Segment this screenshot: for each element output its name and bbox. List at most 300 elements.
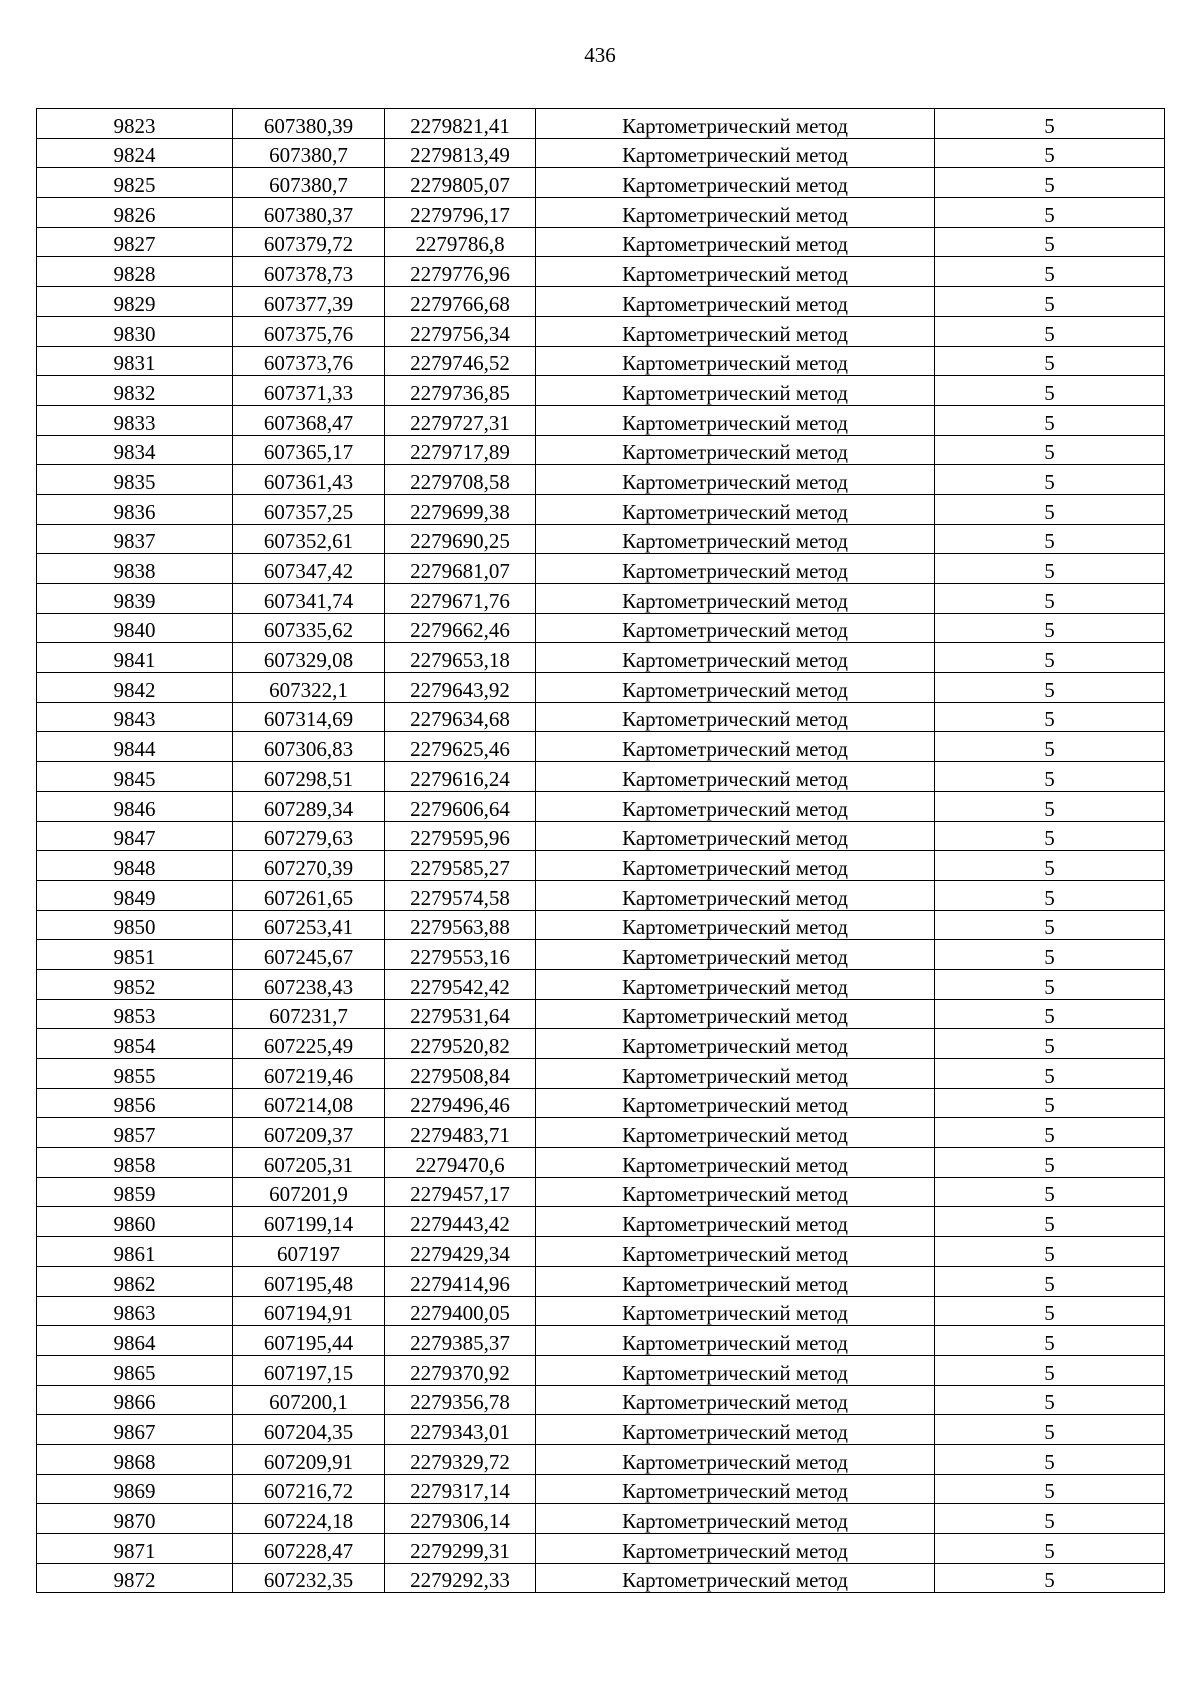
y-coordinate-cell: 2279429,34	[385, 1237, 536, 1267]
y-coordinate-cell: 2279805,07	[385, 168, 536, 198]
table-row	[37, 732, 1165, 762]
point-number-cell: 9867	[37, 1415, 233, 1445]
x-coordinate-cell: 607228,47	[233, 1534, 385, 1564]
table-row	[37, 227, 1165, 257]
method-cell: Картометрический метод	[536, 762, 935, 792]
accuracy-cell: 5	[935, 168, 1165, 198]
method-cell: Картометрический метод	[536, 1177, 935, 1207]
table-row	[37, 1059, 1165, 1089]
x-coordinate-cell: 607205,31	[233, 1148, 385, 1178]
accuracy-cell: 5	[935, 673, 1165, 703]
table-row	[37, 524, 1165, 554]
method-cell: Картометрический метод	[536, 346, 935, 376]
accuracy-cell: 5	[935, 465, 1165, 495]
y-coordinate-cell: 2279616,24	[385, 762, 536, 792]
point-number-cell: 9823	[37, 109, 233, 139]
method-cell: Картометрический метод	[536, 198, 935, 228]
point-number-cell: 9826	[37, 198, 233, 228]
y-coordinate-cell: 2279625,46	[385, 732, 536, 762]
accuracy-cell: 5	[935, 376, 1165, 406]
y-coordinate-cell: 2279717,89	[385, 435, 536, 465]
accuracy-cell: 5	[935, 999, 1165, 1029]
method-cell: Картометрический метод	[536, 1355, 935, 1385]
accuracy-cell: 5	[935, 1355, 1165, 1385]
point-number-cell: 9864	[37, 1326, 233, 1356]
x-coordinate-cell: 607365,17	[233, 435, 385, 465]
table-row	[37, 494, 1165, 524]
accuracy-cell: 5	[935, 940, 1165, 970]
point-number-cell: 9830	[37, 316, 233, 346]
table-row	[37, 762, 1165, 792]
accuracy-cell: 5	[935, 702, 1165, 732]
table-body	[37, 109, 1165, 1593]
y-coordinate-cell: 2279776,96	[385, 257, 536, 287]
method-cell: Картометрический метод	[536, 1296, 935, 1326]
method-cell: Картометрический метод	[536, 791, 935, 821]
table-row	[37, 1534, 1165, 1564]
y-coordinate-cell: 2279681,07	[385, 554, 536, 584]
method-cell: Картометрический метод	[536, 1266, 935, 1296]
accuracy-cell: 5	[935, 1118, 1165, 1148]
y-coordinate-cell: 2279553,16	[385, 940, 536, 970]
x-coordinate-cell: 607322,1	[233, 673, 385, 703]
y-coordinate-cell: 2279292,33	[385, 1563, 536, 1593]
table-row	[37, 910, 1165, 940]
y-coordinate-cell: 2279585,27	[385, 851, 536, 881]
accuracy-cell: 5	[935, 1177, 1165, 1207]
accuracy-cell: 5	[935, 1266, 1165, 1296]
table-row	[37, 1088, 1165, 1118]
table-row	[37, 198, 1165, 228]
method-cell: Картометрический метод	[536, 524, 935, 554]
table-row	[37, 1563, 1165, 1593]
accuracy-cell: 5	[935, 198, 1165, 228]
x-coordinate-cell: 607224,18	[233, 1504, 385, 1534]
table-row	[37, 851, 1165, 881]
point-number-cell: 9868	[37, 1444, 233, 1474]
x-coordinate-cell: 607225,49	[233, 1029, 385, 1059]
accuracy-cell: 5	[935, 227, 1165, 257]
x-coordinate-cell: 607195,48	[233, 1266, 385, 1296]
x-coordinate-cell: 607270,39	[233, 851, 385, 881]
x-coordinate-cell: 607380,39	[233, 109, 385, 139]
table-row	[37, 1296, 1165, 1326]
point-number-cell: 9851	[37, 940, 233, 970]
method-cell: Картометрический метод	[536, 1504, 935, 1534]
x-coordinate-cell: 607375,76	[233, 316, 385, 346]
point-number-cell: 9853	[37, 999, 233, 1029]
table-row	[37, 465, 1165, 495]
accuracy-cell: 5	[935, 1504, 1165, 1534]
method-cell: Картометрический метод	[536, 376, 935, 406]
point-number-cell: 9824	[37, 138, 233, 168]
x-coordinate-cell: 607209,37	[233, 1118, 385, 1148]
point-number-cell: 9831	[37, 346, 233, 376]
y-coordinate-cell: 2279370,92	[385, 1355, 536, 1385]
point-number-cell: 9856	[37, 1088, 233, 1118]
method-cell: Картометрический метод	[536, 465, 935, 495]
y-coordinate-cell: 2279690,25	[385, 524, 536, 554]
accuracy-cell: 5	[935, 257, 1165, 287]
table-row	[37, 1504, 1165, 1534]
point-number-cell: 9861	[37, 1237, 233, 1267]
method-cell: Картометрический метод	[536, 1474, 935, 1504]
method-cell: Картометрический метод	[536, 940, 935, 970]
method-cell: Картометрический метод	[536, 969, 935, 999]
y-coordinate-cell: 2279414,96	[385, 1266, 536, 1296]
accuracy-cell: 5	[935, 791, 1165, 821]
point-number-cell: 9840	[37, 613, 233, 643]
table-row	[37, 702, 1165, 732]
table-row	[37, 554, 1165, 584]
accuracy-cell: 5	[935, 1029, 1165, 1059]
point-number-cell: 9832	[37, 376, 233, 406]
y-coordinate-cell: 2279796,17	[385, 198, 536, 228]
x-coordinate-cell: 607379,72	[233, 227, 385, 257]
accuracy-cell: 5	[935, 1088, 1165, 1118]
accuracy-cell: 5	[935, 1207, 1165, 1237]
method-cell: Картометрический метод	[536, 910, 935, 940]
method-cell: Картометрический метод	[536, 1059, 935, 1089]
x-coordinate-cell: 607377,39	[233, 287, 385, 317]
y-coordinate-cell: 2279813,49	[385, 138, 536, 168]
method-cell: Картометрический метод	[536, 494, 935, 524]
accuracy-cell: 5	[935, 762, 1165, 792]
x-coordinate-cell: 607199,14	[233, 1207, 385, 1237]
x-coordinate-cell: 607347,42	[233, 554, 385, 584]
x-coordinate-cell: 607378,73	[233, 257, 385, 287]
x-coordinate-cell: 607216,72	[233, 1474, 385, 1504]
point-number-cell: 9854	[37, 1029, 233, 1059]
y-coordinate-cell: 2279699,38	[385, 494, 536, 524]
x-coordinate-cell: 607214,08	[233, 1088, 385, 1118]
x-coordinate-cell: 607195,44	[233, 1326, 385, 1356]
method-cell: Картометрический метод	[536, 1563, 935, 1593]
point-number-cell: 9870	[37, 1504, 233, 1534]
accuracy-cell: 5	[935, 1385, 1165, 1415]
method-cell: Картометрический метод	[536, 1029, 935, 1059]
table-row	[37, 1415, 1165, 1445]
point-number-cell: 9828	[37, 257, 233, 287]
x-coordinate-cell: 607201,9	[233, 1177, 385, 1207]
accuracy-cell: 5	[935, 910, 1165, 940]
table-row	[37, 999, 1165, 1029]
y-coordinate-cell: 2279470,6	[385, 1148, 536, 1178]
point-number-cell: 9859	[37, 1177, 233, 1207]
method-cell: Картометрический метод	[536, 880, 935, 910]
point-number-cell: 9860	[37, 1207, 233, 1237]
coordinates-table	[36, 108, 1165, 1593]
x-coordinate-cell: 607253,41	[233, 910, 385, 940]
accuracy-cell: 5	[935, 1563, 1165, 1593]
accuracy-cell: 5	[935, 1326, 1165, 1356]
accuracy-cell: 5	[935, 1444, 1165, 1474]
point-number-cell: 9865	[37, 1355, 233, 1385]
x-coordinate-cell: 607361,43	[233, 465, 385, 495]
table-row	[37, 109, 1165, 139]
point-number-cell: 9835	[37, 465, 233, 495]
table-row	[37, 1474, 1165, 1504]
method-cell: Картометрический метод	[536, 999, 935, 1029]
x-coordinate-cell: 607261,65	[233, 880, 385, 910]
y-coordinate-cell: 2279786,8	[385, 227, 536, 257]
table-row	[37, 405, 1165, 435]
point-number-cell: 9850	[37, 910, 233, 940]
method-cell: Картометрический метод	[536, 1148, 935, 1178]
accuracy-cell: 5	[935, 1415, 1165, 1445]
y-coordinate-cell: 2279595,96	[385, 821, 536, 851]
table-row	[37, 1444, 1165, 1474]
accuracy-cell: 5	[935, 138, 1165, 168]
table-row	[37, 1029, 1165, 1059]
point-number-cell: 9866	[37, 1385, 233, 1415]
table-row	[37, 1326, 1165, 1356]
y-coordinate-cell: 2279756,34	[385, 316, 536, 346]
x-coordinate-cell: 607368,47	[233, 405, 385, 435]
point-number-cell: 9833	[37, 405, 233, 435]
y-coordinate-cell: 2279821,41	[385, 109, 536, 139]
x-coordinate-cell: 607352,61	[233, 524, 385, 554]
accuracy-cell: 5	[935, 1534, 1165, 1564]
x-coordinate-cell: 607231,7	[233, 999, 385, 1029]
method-cell: Картометрический метод	[536, 138, 935, 168]
y-coordinate-cell: 2279508,84	[385, 1059, 536, 1089]
method-cell: Картометрический метод	[536, 732, 935, 762]
x-coordinate-cell: 607380,7	[233, 168, 385, 198]
y-coordinate-cell: 2279443,42	[385, 1207, 536, 1237]
point-number-cell: 9844	[37, 732, 233, 762]
accuracy-cell: 5	[935, 346, 1165, 376]
point-number-cell: 9849	[37, 880, 233, 910]
method-cell: Картометрический метод	[536, 1444, 935, 1474]
method-cell: Картометрический метод	[536, 405, 935, 435]
y-coordinate-cell: 2279662,46	[385, 613, 536, 643]
method-cell: Картометрический метод	[536, 227, 935, 257]
x-coordinate-cell: 607232,35	[233, 1563, 385, 1593]
method-cell: Картометрический метод	[536, 1118, 935, 1148]
x-coordinate-cell: 607279,63	[233, 821, 385, 851]
accuracy-cell: 5	[935, 405, 1165, 435]
x-coordinate-cell: 607298,51	[233, 762, 385, 792]
point-number-cell: 9829	[37, 287, 233, 317]
table-row	[37, 346, 1165, 376]
y-coordinate-cell: 2279671,76	[385, 584, 536, 614]
accuracy-cell: 5	[935, 554, 1165, 584]
method-cell: Картометрический метод	[536, 435, 935, 465]
accuracy-cell: 5	[935, 969, 1165, 999]
table-row	[37, 643, 1165, 673]
y-coordinate-cell: 2279766,68	[385, 287, 536, 317]
accuracy-cell: 5	[935, 287, 1165, 317]
y-coordinate-cell: 2279329,72	[385, 1444, 536, 1474]
accuracy-cell: 5	[935, 732, 1165, 762]
point-number-cell: 9841	[37, 643, 233, 673]
table-row	[37, 1237, 1165, 1267]
x-coordinate-cell: 607194,91	[233, 1296, 385, 1326]
method-cell: Картометрический метод	[536, 257, 935, 287]
accuracy-cell: 5	[935, 851, 1165, 881]
accuracy-cell: 5	[935, 1474, 1165, 1504]
y-coordinate-cell: 2279317,14	[385, 1474, 536, 1504]
point-number-cell: 9825	[37, 168, 233, 198]
y-coordinate-cell: 2279496,46	[385, 1088, 536, 1118]
point-number-cell: 9872	[37, 1563, 233, 1593]
accuracy-cell: 5	[935, 1059, 1165, 1089]
point-number-cell: 9839	[37, 584, 233, 614]
method-cell: Картометрический метод	[536, 168, 935, 198]
point-number-cell: 9862	[37, 1266, 233, 1296]
y-coordinate-cell: 2279457,17	[385, 1177, 536, 1207]
table-row	[37, 435, 1165, 465]
table-row	[37, 1266, 1165, 1296]
x-coordinate-cell: 607329,08	[233, 643, 385, 673]
point-number-cell: 9837	[37, 524, 233, 554]
y-coordinate-cell: 2279343,01	[385, 1415, 536, 1445]
y-coordinate-cell: 2279542,42	[385, 969, 536, 999]
table-row	[37, 880, 1165, 910]
point-number-cell: 9845	[37, 762, 233, 792]
x-coordinate-cell: 607219,46	[233, 1059, 385, 1089]
method-cell: Картометрический метод	[536, 702, 935, 732]
point-number-cell: 9827	[37, 227, 233, 257]
method-cell: Картометрический метод	[536, 554, 935, 584]
x-coordinate-cell: 607209,91	[233, 1444, 385, 1474]
table-row	[37, 1177, 1165, 1207]
table-row	[37, 257, 1165, 287]
method-cell: Картометрический метод	[536, 109, 935, 139]
method-cell: Картометрический метод	[536, 643, 935, 673]
y-coordinate-cell: 2279643,92	[385, 673, 536, 703]
x-coordinate-cell: 607197,15	[233, 1355, 385, 1385]
y-coordinate-cell: 2279606,64	[385, 791, 536, 821]
method-cell: Картометрический метод	[536, 1237, 935, 1267]
accuracy-cell: 5	[935, 109, 1165, 139]
point-number-cell: 9847	[37, 821, 233, 851]
y-coordinate-cell: 2279531,64	[385, 999, 536, 1029]
x-coordinate-cell: 607289,34	[233, 791, 385, 821]
x-coordinate-cell: 607245,67	[233, 940, 385, 970]
method-cell: Картометрический метод	[536, 1385, 935, 1415]
table-row	[37, 168, 1165, 198]
y-coordinate-cell: 2279653,18	[385, 643, 536, 673]
point-number-cell: 9834	[37, 435, 233, 465]
y-coordinate-cell: 2279727,31	[385, 405, 536, 435]
point-number-cell: 9843	[37, 702, 233, 732]
x-coordinate-cell: 607306,83	[233, 732, 385, 762]
accuracy-cell: 5	[935, 643, 1165, 673]
y-coordinate-cell: 2279400,05	[385, 1296, 536, 1326]
method-cell: Картометрический метод	[536, 851, 935, 881]
x-coordinate-cell: 607335,62	[233, 613, 385, 643]
y-coordinate-cell: 2279483,71	[385, 1118, 536, 1148]
table-row	[37, 138, 1165, 168]
accuracy-cell: 5	[935, 821, 1165, 851]
y-coordinate-cell: 2279736,85	[385, 376, 536, 406]
method-cell: Картометрический метод	[536, 613, 935, 643]
table-row	[37, 673, 1165, 703]
method-cell: Картометрический метод	[536, 1088, 935, 1118]
method-cell: Картометрический метод	[536, 316, 935, 346]
accuracy-cell: 5	[935, 1148, 1165, 1178]
point-number-cell: 9858	[37, 1148, 233, 1178]
table-row	[37, 1385, 1165, 1415]
accuracy-cell: 5	[935, 316, 1165, 346]
y-coordinate-cell: 2279520,82	[385, 1029, 536, 1059]
accuracy-cell: 5	[935, 435, 1165, 465]
table-row	[37, 1118, 1165, 1148]
x-coordinate-cell: 607204,35	[233, 1415, 385, 1445]
table-row	[37, 1207, 1165, 1237]
x-coordinate-cell: 607341,74	[233, 584, 385, 614]
y-coordinate-cell: 2279746,52	[385, 346, 536, 376]
y-coordinate-cell: 2279634,68	[385, 702, 536, 732]
point-number-cell: 9842	[37, 673, 233, 703]
method-cell: Картометрический метод	[536, 287, 935, 317]
table-row	[37, 821, 1165, 851]
x-coordinate-cell: 607200,1	[233, 1385, 385, 1415]
x-coordinate-cell: 607371,33	[233, 376, 385, 406]
accuracy-cell: 5	[935, 1296, 1165, 1326]
x-coordinate-cell: 607380,37	[233, 198, 385, 228]
x-coordinate-cell: 607380,7	[233, 138, 385, 168]
accuracy-cell: 5	[935, 494, 1165, 524]
y-coordinate-cell: 2279574,58	[385, 880, 536, 910]
y-coordinate-cell: 2279356,78	[385, 1385, 536, 1415]
y-coordinate-cell: 2279385,37	[385, 1326, 536, 1356]
method-cell: Картометрический метод	[536, 584, 935, 614]
method-cell: Картометрический метод	[536, 821, 935, 851]
table-row	[37, 376, 1165, 406]
point-number-cell: 9848	[37, 851, 233, 881]
y-coordinate-cell: 2279708,58	[385, 465, 536, 495]
y-coordinate-cell: 2279299,31	[385, 1534, 536, 1564]
point-number-cell: 9863	[37, 1296, 233, 1326]
method-cell: Картометрический метод	[536, 1534, 935, 1564]
point-number-cell: 9869	[37, 1474, 233, 1504]
point-number-cell: 9852	[37, 969, 233, 999]
point-number-cell: 9871	[37, 1534, 233, 1564]
point-number-cell: 9857	[37, 1118, 233, 1148]
point-number-cell: 9836	[37, 494, 233, 524]
accuracy-cell: 5	[935, 584, 1165, 614]
table-row	[37, 1355, 1165, 1385]
point-number-cell: 9855	[37, 1059, 233, 1089]
method-cell: Картометрический метод	[536, 1326, 935, 1356]
accuracy-cell: 5	[935, 524, 1165, 554]
table-row	[37, 969, 1165, 999]
accuracy-cell: 5	[935, 1237, 1165, 1267]
table-row	[37, 316, 1165, 346]
table-row	[37, 1148, 1165, 1178]
method-cell: Картометрический метод	[536, 673, 935, 703]
table-row	[37, 791, 1165, 821]
table-row	[37, 613, 1165, 643]
accuracy-cell: 5	[935, 880, 1165, 910]
accuracy-cell: 5	[935, 613, 1165, 643]
x-coordinate-cell: 607373,76	[233, 346, 385, 376]
point-number-cell: 9838	[37, 554, 233, 584]
x-coordinate-cell: 607238,43	[233, 969, 385, 999]
y-coordinate-cell: 2279306,14	[385, 1504, 536, 1534]
table-row	[37, 584, 1165, 614]
page-number: 436	[584, 43, 616, 67]
y-coordinate-cell: 2279563,88	[385, 910, 536, 940]
x-coordinate-cell: 607314,69	[233, 702, 385, 732]
x-coordinate-cell: 607197	[233, 1237, 385, 1267]
table-row	[37, 940, 1165, 970]
x-coordinate-cell: 607357,25	[233, 494, 385, 524]
point-number-cell: 9846	[37, 791, 233, 821]
